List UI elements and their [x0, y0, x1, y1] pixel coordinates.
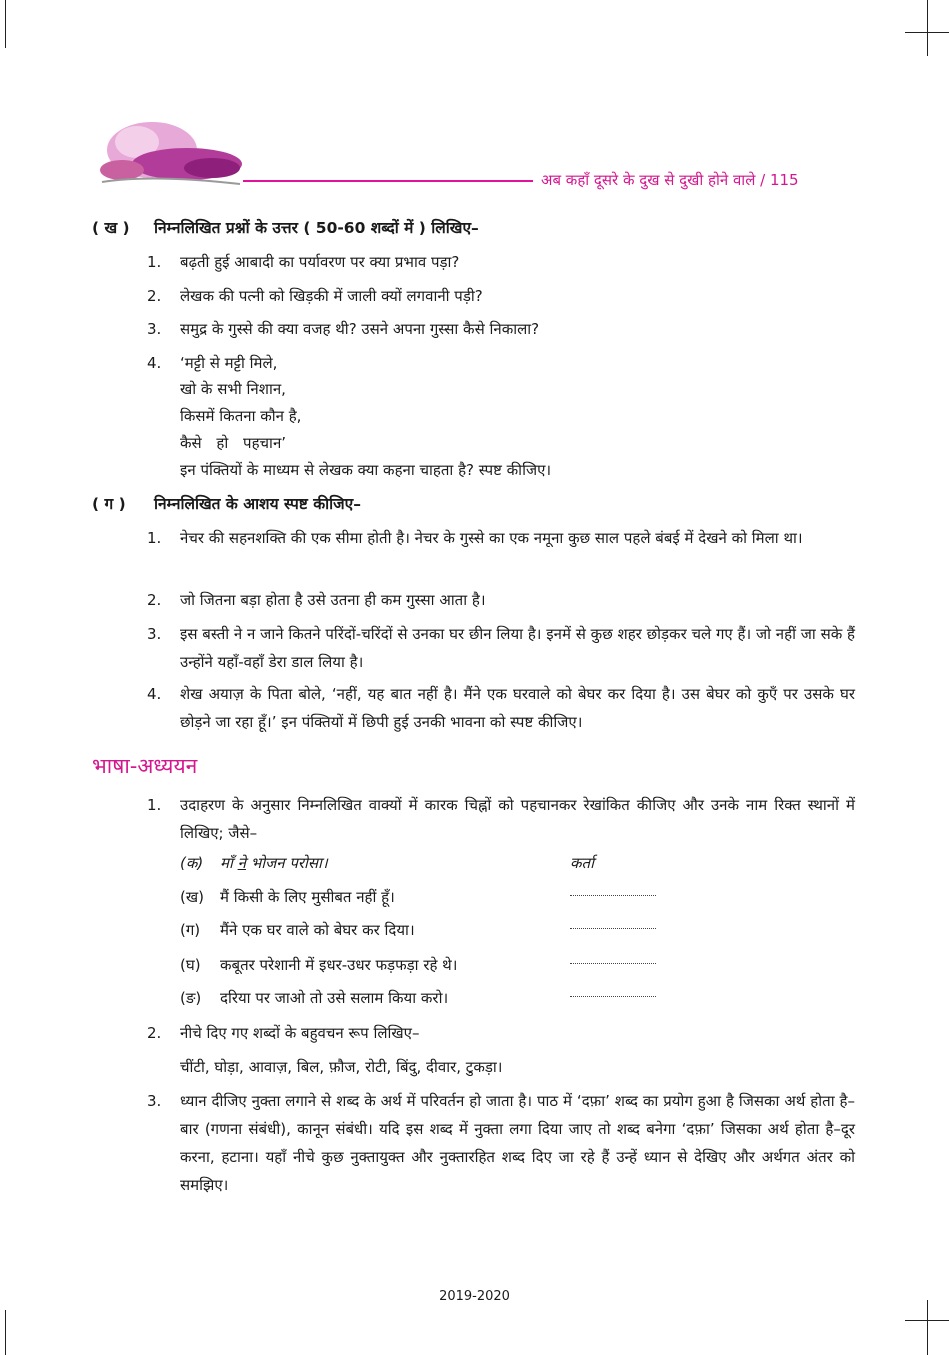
kha-item-1-number: 1.: [147, 253, 162, 271]
exercise-row: [180, 918, 415, 942]
ga-item-2-number: 2.: [147, 591, 162, 609]
crop-mark-bottom-right-h: [905, 1320, 949, 1321]
lang-q1-text: उदाहरण के अनुसार निम्नलिखित वाक्यों में कारक चिह्नों को पहचानकर रेखांकित कीजिए और उनके नाम रिक्त स्थानों में लिखिए; जैसे–: [180, 796, 855, 842]
exercise-marker: (ख): [180, 888, 204, 906]
ga-item-2-text: जो जितना बड़ा होता है उसे उतना ही कम गुस्सा आता है।: [180, 591, 486, 609]
example-answer: कर्ता: [570, 854, 594, 872]
example-text-post: भोजन परोसा।: [245, 854, 328, 872]
kha-item-1-text: बढ़ती हुई आबादी का पर्यावरण पर क्या प्रभाव पड़ा?: [180, 253, 460, 271]
answer-blank: [570, 962, 656, 964]
section-ga-text: निम्नलिखित के आशय स्पष्ट कीजिए–: [154, 495, 361, 513]
exercise-row: [180, 986, 448, 1010]
exercise-marker: (ङ): [180, 989, 202, 1007]
kha-item-2-number: 2.: [147, 287, 162, 305]
exercise-sentence: दरिया पर जाओ तो उसे सलाम किया करो।: [220, 989, 449, 1007]
answer-blank: [570, 894, 656, 896]
kha-item-3-number: 3.: [147, 320, 162, 338]
kha-item-3-text: समुद्र के गुस्से की क्या वजह थी? उसने अपना गुस्सा कैसे निकाला?: [180, 320, 540, 338]
crop-mark-top-right-h: [905, 32, 949, 33]
section-kha-heading: [92, 216, 479, 238]
example-marker: (क): [180, 854, 204, 872]
ga-item-3-number: 3.: [147, 625, 162, 643]
exercise-sentence: कबूतर परेशानी में इधर-उधर फड़फड़ा रहे थे।: [220, 956, 458, 974]
ga-item-1-text: नेचर की सहनशक्ति की एक सीमा होती है। नेचर के गुस्से का एक नमूना कुछ साल पहले बंबई में देखने को मिला था।: [180, 529, 803, 547]
crop-mark-top-right-v: [927, 0, 928, 56]
exercise-sentence: मैंने एक घर वाले को बेघर कर दिया।: [220, 921, 415, 939]
example-underlined-karak: ने: [237, 854, 246, 872]
exercise-row: [180, 885, 395, 909]
example-row: [180, 851, 328, 875]
crop-mark-bottom-right-v: [927, 1300, 928, 1355]
lang-q2-words: चींटी, घोड़ा, आवाज़, बिल, फ़ौज, रोटी, बिंदु, दीवार, टुकड़ा।: [180, 1058, 503, 1076]
example-text-pre: माँ: [220, 854, 238, 872]
footer-year: 2019-2020: [439, 1289, 510, 1304]
kha-item-4-line-1: ‘मट्टी से मट्टी मिले,: [180, 354, 278, 372]
lang-q3-text: ध्यान दीजिए नुक्ता लगाने से शब्द के अर्थ में परिवर्तन हो जाता है। पाठ में ‘दफ़ा’ शब्द का प्रयोग हुआ है जिसका अर्थ होता है–बार (गणना संबंधी), कानून संबंधी। यदि इस शब्द में नुक्ता लगा दिया जाए तो शब्द बनेगा ‘दफ़ा’ जिसका अर्थ होता है–दूर करना, हटाना। यहाँ नीचे कुछ नुक्तायुक्त और नुक्तारहित शब्द दिए जा रहे हैं उन्हें ध्यान से देखिए और अर्थगत अंतर को समझिए।: [180, 1092, 855, 1194]
kha-item-4-line-3: किसमें कितना कौन है,: [180, 407, 302, 425]
crop-mark-top-left-v: [5, 0, 6, 48]
exercise-marker: (घ): [180, 956, 201, 974]
exercise-marker: (ग): [180, 921, 201, 939]
exercise-row: [180, 953, 457, 977]
section-ga-heading: [92, 492, 361, 514]
section-kha-text: निम्नलिखित प्रश्नों के उत्तर ( 50-60 शब्दों में ) लिखिए–: [154, 219, 479, 237]
section-kha-marker: ( ख ): [92, 219, 130, 237]
lang-q2-text: नीचे दिए गए शब्दों के बहुवचन रूप लिखिए–: [180, 1024, 420, 1042]
ga-item-4-text: शेख अयाज़ के पिता बोले, ‘नहीं, यह बात नहीं है। मैंने एक घरवाले को बेघर कर दिया है। उस बेघर को कुएँ पर उसके घर छोड़ने जा रहा हूँ।’ इन पंक्तियों में छिपी हुई उनकी भावना को स्पष्ट कीजिए।: [180, 685, 855, 731]
running-header: अब कहाँ दूसरे के दुख से दुखी होने वाले / 115: [541, 171, 799, 189]
crop-mark-bottom-left-v: [5, 1310, 6, 1355]
answer-blank: [570, 927, 656, 929]
kha-item-4-line-5: इन पंक्तियों के माध्यम से लेखक क्या कहना चाहता है? स्पष्ट कीजिए।: [180, 461, 552, 479]
language-study-heading: भाषा-अध्ययन: [92, 754, 198, 778]
lang-q2-number: 2.: [147, 1024, 162, 1042]
kha-item-4-line-2: खो के सभी निशान,: [180, 380, 286, 398]
kha-item-4-line-4: कैसे हो पहचान’: [180, 434, 287, 452]
header-rule: [243, 180, 533, 182]
ga-item-1-number: 1.: [147, 529, 162, 547]
lang-q1-number: 1.: [147, 796, 162, 814]
ga-item-3-text: इस बस्ती ने न जाने कितने परिंदों-चरिंदों से उनका घर छीन लिया है। इनमें से कुछ शहर छोड़कर चले गए हैं। जो नहीं जा सके हैं उन्होंने यहाँ-वहाँ डेरा डाल लिया है।: [180, 625, 855, 671]
kha-item-4-number: 4.: [147, 354, 162, 372]
section-ga-marker: ( ग ): [92, 495, 126, 513]
chapter-header-illustration: [92, 112, 242, 190]
kha-item-2-text: लेखक की पत्नी को खिड़की में जाली क्यों लगवानी पड़ी?: [180, 287, 483, 305]
lang-q3-number: 3.: [147, 1092, 162, 1110]
exercise-sentence: मैं किसी के लिए मुसीबत नहीं हूँ।: [220, 888, 395, 906]
ga-item-4-number: 4.: [147, 685, 162, 703]
answer-blank: [570, 995, 656, 997]
